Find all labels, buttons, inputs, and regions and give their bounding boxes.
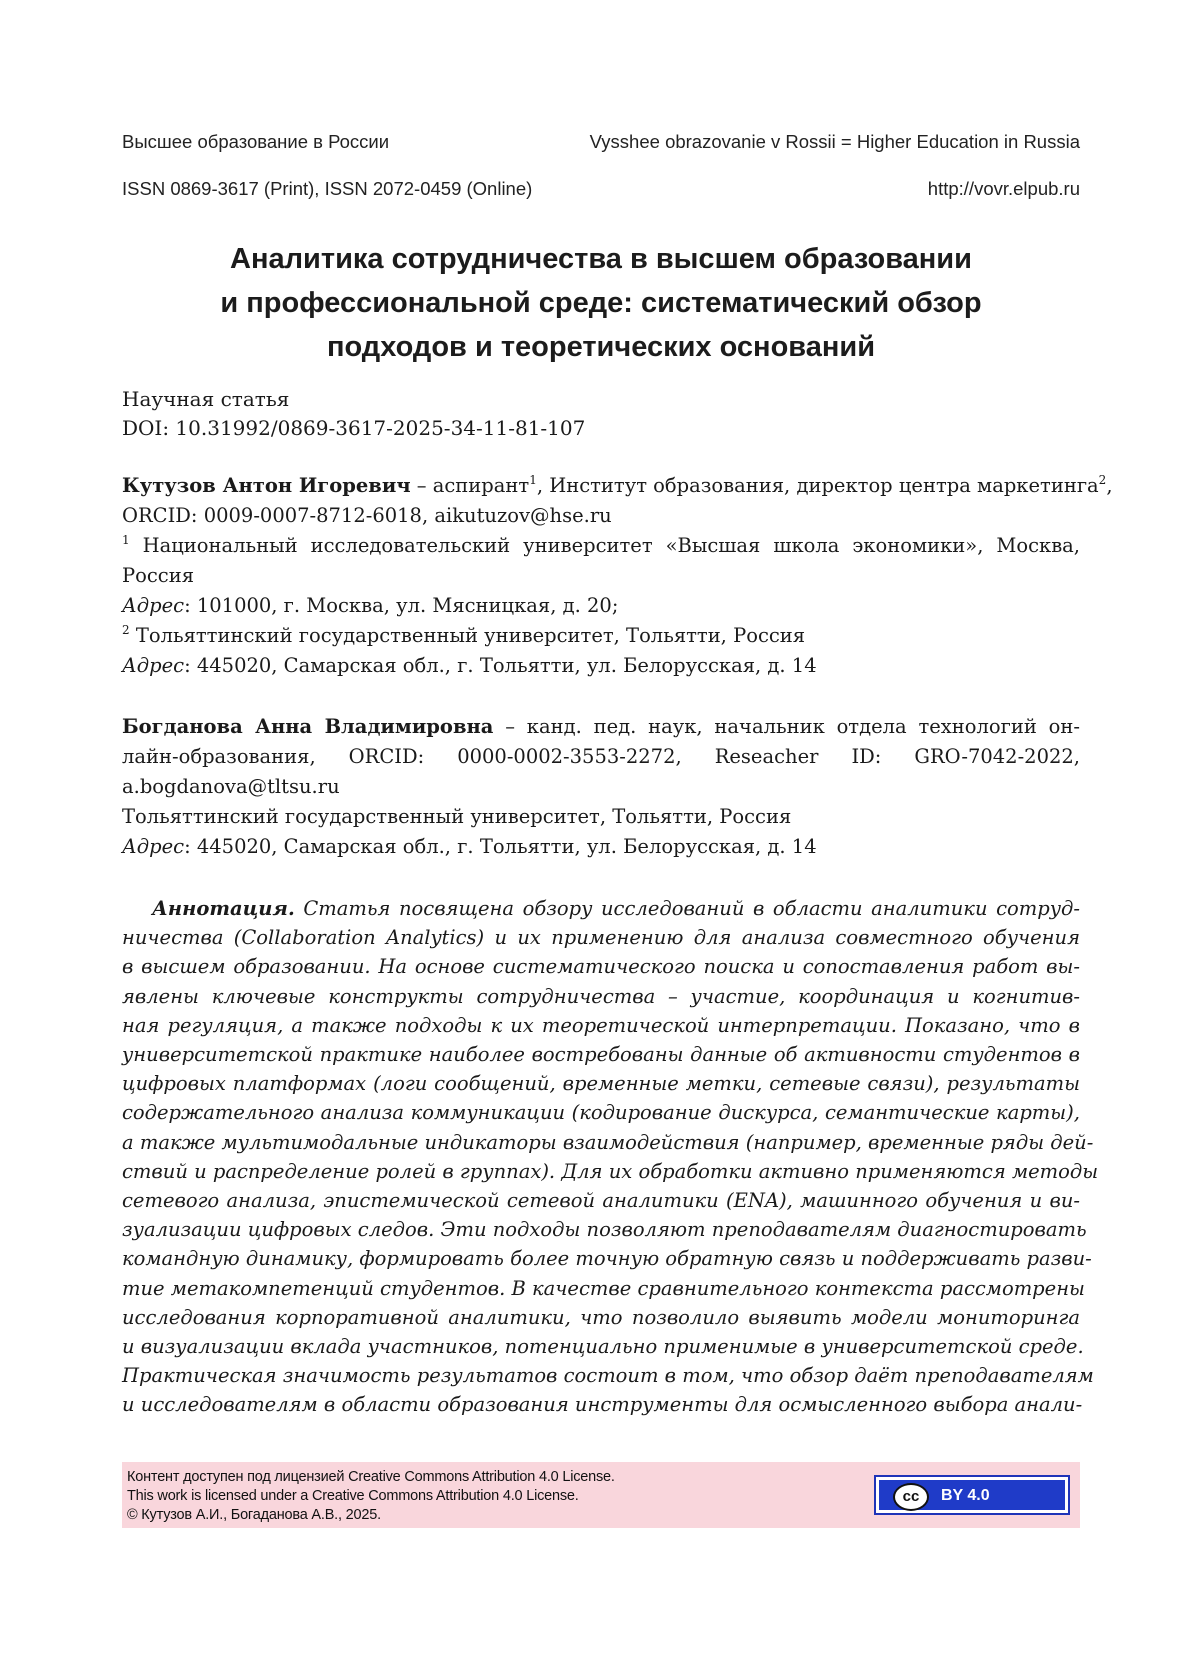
abstract-line: тие метакомпетенций студентов. В качестве сравнительного контекста рассмотрены <box>122 1276 1085 1300</box>
author-2-role: – канд. пед. наук, начальник отдела технологий он- <box>493 715 1080 738</box>
cc-by-badge[interactable] <box>874 1475 1070 1515</box>
address-label: Адрес <box>122 654 185 677</box>
abstract-line: а также мультимодальные индикаторы взаимодействия (например, временные ряды дей- <box>122 1130 1094 1154</box>
abstract-label: Аннотация. <box>152 897 295 920</box>
abstract-line: ничества (Collaboration Analytics) и их применению для анализа совместного обучения <box>122 926 1080 950</box>
address-text: : 445020, Самарская обл., г. Тольятти, ул. Белорусская, д. 14 <box>184 654 817 677</box>
abstract-line: зуализации цифровых следов. Эти подходы позволяют преподавателям диагностировать <box>122 1218 1087 1242</box>
affiliation-1-text: Национальный исследовательский университет «Высшая школа экономики», Москва, <box>129 534 1080 557</box>
address-label: Адрес <box>122 594 185 617</box>
author-1-role: , <box>1106 474 1113 497</box>
affiliation-2-address <box>122 651 1080 681</box>
affiliation-1 <box>122 531 1080 561</box>
abstract-text: Статья посвящена обзору исследований в области аналитики сотруд- <box>294 897 1080 920</box>
abstract-line: явлены ключевые конструкты сотрудничества – участие, координация и когнитив- <box>122 984 1080 1008</box>
license-line-en: This work is licensed under a Creative Commons Attribution 4.0 License. <box>127 1488 579 1504</box>
cc-badge-label: BY 4.0 <box>941 1487 990 1504</box>
abstract-line: исследования корпоративной аналитики, что позволило выявить модели мониторинга <box>122 1305 1080 1329</box>
abstract-line: ствий и распределение ролей в группах). Для их обработки активно применяются методы <box>122 1159 1099 1183</box>
article-meta <box>122 385 585 443</box>
author-1-role: , Институт образования, директор центра маркетинга <box>536 474 1099 497</box>
superscript: 2 <box>122 623 130 637</box>
cc-badge-fill <box>879 1480 1065 1510</box>
title-line: подходов и теоретических оснований <box>326 331 876 363</box>
author-2-ids: лайн-образования, ORCID: 0000-0002-3553-2272, Reseacher ID: GRO-7042-2022, <box>122 745 1080 768</box>
author-2-email: a.bogdanova@tltsu.ru <box>122 775 340 798</box>
affiliation-1-address <box>122 591 1080 621</box>
author-1-role: – аспирант <box>410 474 530 497</box>
abstract-line: ная регуляция, а также подходы к их теоретической интерпретации. Показано, что в <box>122 1013 1080 1037</box>
affiliation-2 <box>122 621 1080 651</box>
superscript: 2 <box>1098 473 1107 487</box>
abstract-line: в высшем образовании. На основе систематического поиска и сопоставления работ вы- <box>122 955 1080 979</box>
author-2-affiliation: Тольяттинский государственный университет, Тольятти, Россия <box>122 805 792 828</box>
abstract-line: командную динамику, формировать более точную обратную связь и поддерживать разви- <box>122 1247 1092 1271</box>
superscript: 1 <box>122 533 130 547</box>
abstract-line: и исследователям в области образования инструменты для осмысленного выбора анали- <box>122 1393 1083 1417</box>
journal-url: http://vovr.elpub.ru <box>927 178 1080 199</box>
abstract-line <box>122 894 1080 923</box>
author-2-line <box>122 712 1080 742</box>
author-2-name: Богданова Анна Владимировна <box>122 715 494 738</box>
license-text <box>127 1468 615 1525</box>
address-label: Адрес <box>122 835 185 858</box>
doi: DOI: 10.31992/0869-3617-2025-34-11-81-107 <box>122 416 586 440</box>
abstract-line: содержательного анализа коммуникации (кодирование дискурса, семантические карты), <box>122 1101 1080 1125</box>
affiliation-1-country: Россия <box>122 564 195 587</box>
running-header-top <box>122 131 1080 153</box>
superscript: 1 <box>529 473 537 487</box>
abstract-line: Практическая значимость результатов состоит в том, что обзор даёт преподавателям <box>122 1364 1094 1388</box>
address-text: : 101000, г. Москва, ул. Мясницкая, д. 20; <box>184 594 619 617</box>
running-header-bottom <box>122 178 1080 200</box>
title-line: Аналитика сотрудничества в высшем образовании <box>230 243 972 275</box>
issn-text: ISSN 0869-3617 (Print), ISSN 2072-0459 (Online) <box>122 178 533 199</box>
address-text: : 445020, Самарская обл., г. Тольятти, ул. Белорусская, д. 14 <box>184 835 817 858</box>
affiliation-2-text: Тольяттинский государственный университет, Тольятти, Россия <box>129 624 806 647</box>
author-block-2 <box>122 712 1080 862</box>
abstract-line: и визуализации вклада участников, потенциально применимые в университетской среде. <box>122 1335 1084 1359</box>
license-box <box>122 1462 1080 1528</box>
journal-name-ru: Высшее образование в России <box>122 131 390 152</box>
abstract-line: университетской практике наиболее востребованы данные об активности студентов в <box>122 1043 1080 1067</box>
author-1-orcid: ORCID: 0009-0007-8712-6018, aikutuzov@hse.ru <box>122 504 612 527</box>
author-block-1 <box>122 471 1113 681</box>
author-1-line <box>122 471 1113 501</box>
author-1-name: Кутузов Антон Игоревич <box>122 474 411 497</box>
creative-commons-icon: cc <box>893 1483 929 1511</box>
article-title <box>122 237 1080 369</box>
article-type: Научная статья <box>122 387 290 411</box>
abstract <box>122 894 1099 1420</box>
journal-name-en: Vysshee obrazovanie v Rossii = Higher Education in Russia <box>589 131 1080 152</box>
title-line: и профессиональной среде: систематический обзор <box>220 287 982 319</box>
abstract-line: сетевого анализа, эпистемической сетевой аналитики (ENA), машинного обучения и ви- <box>122 1189 1080 1213</box>
license-line-ru: Контент доступен под лицензией Creative Commons Attribution 4.0 License. <box>127 1469 615 1485</box>
author-2-address <box>122 832 1080 862</box>
copyright-line: © Кутузов А.И., Богаданова А.В., 2025. <box>127 1507 381 1523</box>
abstract-line: цифровых платформах (логи сообщений, временные метки, сетевые связи), результаты <box>122 1072 1080 1096</box>
